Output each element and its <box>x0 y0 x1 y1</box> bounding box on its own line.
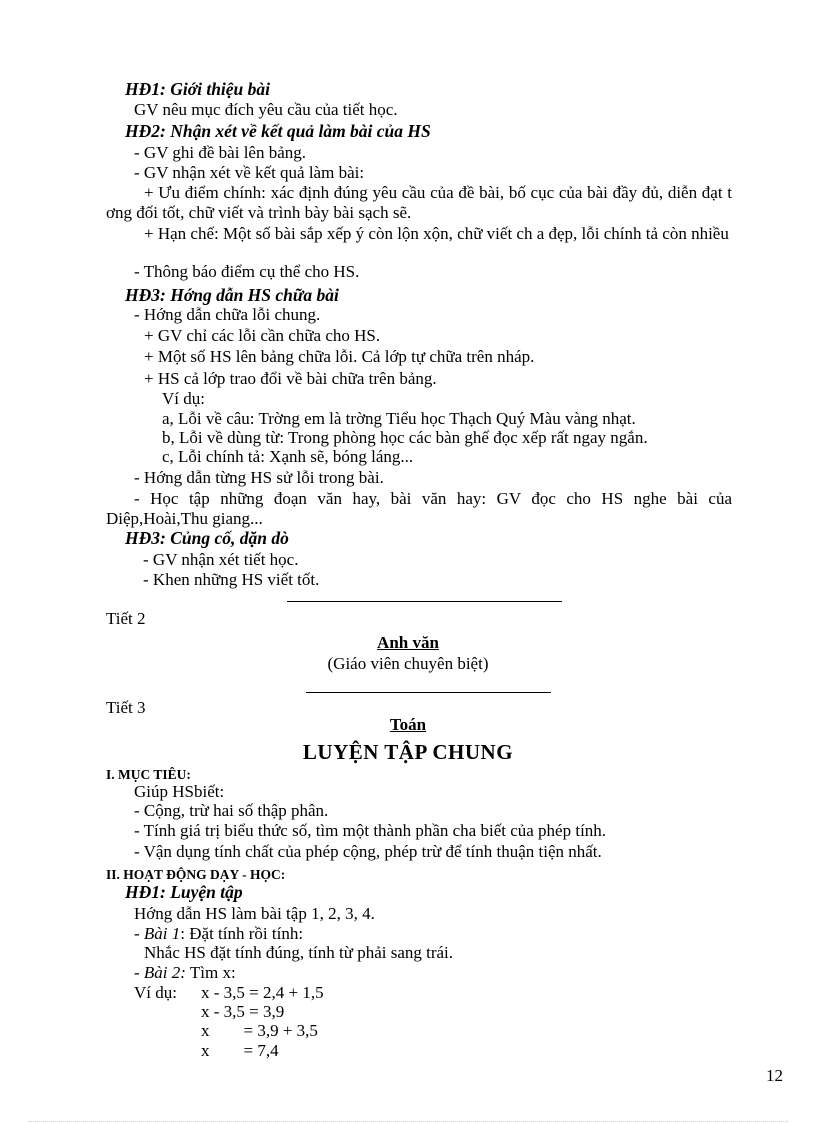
bai1-label: - Bài 1 <box>134 924 181 943</box>
hd3-item-3: + Một số HS lên bảng chữa lỗi. Cả lớp tự chữa trên nháp. <box>144 347 535 366</box>
tiet2-label: Tiết 2 <box>106 609 146 628</box>
page-number: 12 <box>766 1066 783 1085</box>
math-line-3: x = 3,9 + 3,5 <box>201 1021 318 1040</box>
muc-tieu-item-1: - Cộng, trừ hai số thập phân. <box>134 801 329 820</box>
hd3-item-4: + HS cả lớp trao đổi về bài chữa trên bảng. <box>144 369 437 388</box>
hd1-text: GV nêu mục đích yêu cầu của tiết học. <box>134 100 398 119</box>
bai1-line <box>134 924 303 944</box>
cung-co-item-1: - GV nhận xét tiết học. <box>143 550 299 569</box>
hd2-han-che: + Hạn chế: Một số bài sắp xếp ý còn lộn xộn, chữ viết ch a đẹp, lỗi chính tả còn nhiều <box>144 224 729 243</box>
divider-2 <box>306 692 551 693</box>
math-line-1: x - 3,5 = 2,4 + 1,5 <box>201 983 324 1002</box>
bai2-line <box>134 963 236 983</box>
tiet2-subject: Anh văn <box>377 633 439 652</box>
hd3-example-a: a, Lỗi về câu: Trờng em là trờng Tiểu học Thạch Quý Màu vàng nhạt. <box>162 409 636 428</box>
cung-co-item-2: - Khen những HS viết tốt. <box>143 570 320 589</box>
bai1-note: Nhắc HS đặt tính đúng, tính từ phải sang trái. <box>144 943 454 962</box>
hd2-thong-bao: - Thông báo điểm cụ thể cho HS. <box>134 262 360 281</box>
bai2-vi-du-label: Ví dụ: <box>134 983 177 1002</box>
hoat-dong-heading: II. HOẠT ĐỘNG DẠY - HỌC: <box>106 867 286 882</box>
math-line-2: x - 3,5 = 3,9 <box>201 1002 285 1021</box>
hd3-cung-co-heading: HĐ3: Củng cố, dặn dò <box>125 528 289 548</box>
tiet2-note: (Giáo viên chuyên biệt) <box>327 654 489 673</box>
divider-1 <box>287 601 562 602</box>
tiet3-label: Tiết 3 <box>106 698 146 717</box>
tiet3-subject: Toán <box>389 715 427 734</box>
hd3-hoc-tap: - Học tập những đoạn văn hay, bài văn hay: GV đọc cho HS nghe bài của Diệp,Hoài,Thu giang... <box>106 489 732 528</box>
hd1-heading: HĐ1: Giới thiệu bài <box>125 79 271 99</box>
hd3-example-c: c, Lỗi chính tả: Xạnh sẽ, bóng láng... <box>162 447 414 466</box>
hd3-example-b: b, Lỗi về dùng từ: Trong phòng học các bàn ghế đọc xếp rất ngay ngắn. <box>162 428 648 447</box>
page-bottom-border <box>28 1121 788 1122</box>
hd3-sua-loi: - Hớng dẫn từng HS sử lỗi trong bài. <box>134 468 384 487</box>
hd3-vi-du-label: Ví dụ: <box>162 389 205 408</box>
bai2-text: Tìm x: <box>185 963 236 982</box>
tiet3-title: LUYỆN TẬP CHUNG <box>302 740 514 764</box>
math-line-4: x = 7,4 <box>201 1041 279 1060</box>
hd2-uu-diem: + Ưu điểm chính: xác định đúng yêu cầu của đề bài, bố cục của bài đầy đủ, diễn đạt t ơng đối tốt, chữ viết và trình bày bài sạch sẽ. <box>106 183 732 222</box>
muc-tieu-item-3: - Vận dụng tính chất của phép cộng, phép trừ để tính thuận tiện nhất. <box>134 842 602 861</box>
hoat-dong-hd1: HĐ1: Luyện tập <box>125 882 243 902</box>
hd3-chua-bai-heading: HĐ3: Hớng dẫn HS chữa bài <box>125 285 339 305</box>
bai2-label: - Bài 2: <box>134 963 186 982</box>
hoat-dong-intro: Hớng dẫn HS làm bài tập 1, 2, 3, 4. <box>134 904 375 923</box>
hd2-item-1: - GV ghi đề bài lên bảng. <box>134 143 307 162</box>
bai1-text: : Đặt tính rồi tính: <box>180 924 304 943</box>
hd2-item-2: - GV nhận xét về kết quả làm bài: <box>134 163 365 182</box>
hd3-item-2: + GV chỉ các lỗi cần chữa cho HS. <box>144 326 381 345</box>
hd3-item-1: - Hớng dẫn chữa lỗi chung. <box>134 305 321 324</box>
hd2-heading: HĐ2: Nhận xét về kết quả làm bài của HS <box>125 121 431 141</box>
muc-tieu-item-2: - Tính giá trị biểu thức số, tìm một thành phần cha biết của phép tính. <box>134 821 607 840</box>
muc-tieu-heading: I. MỤC TIÊU: <box>106 767 191 782</box>
muc-tieu-intro: Giúp HSbiết: <box>134 782 225 801</box>
